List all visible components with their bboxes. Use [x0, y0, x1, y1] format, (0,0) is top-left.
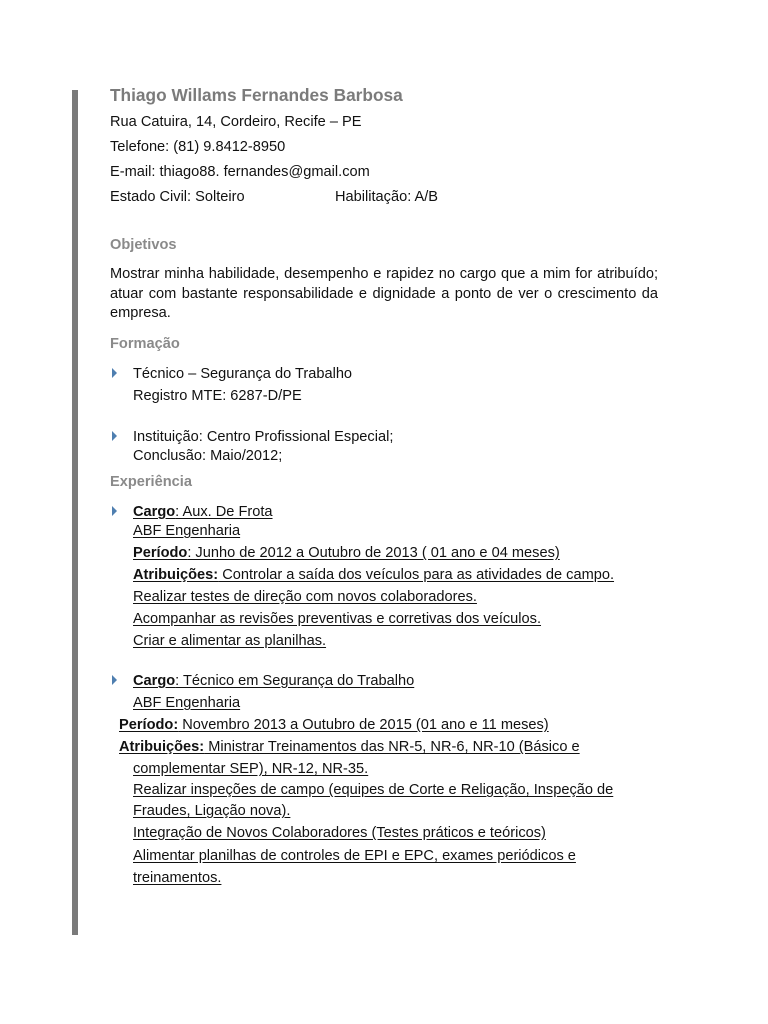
job-company: ABF Engenharia — [133, 695, 241, 711]
formacao-course: Técnico – Segurança do Trabalho — [133, 366, 353, 382]
job-duties: Atribuições: Ministrar Treinamentos das NR-5, NR-6, NR-10 (Básico e — [119, 739, 580, 755]
formacao-conclusion: Conclusão: Maio/2012; — [133, 448, 283, 464]
job-duty-line: Acompanhar as revisões preventivas e corretivas dos veículos. — [133, 611, 542, 627]
left-accent-bar — [72, 90, 78, 935]
candidate-name: Thiago Willams Fernandes Barbosa — [110, 85, 403, 105]
bullet-arrow-icon — [112, 506, 117, 516]
bullet-arrow-icon — [112, 675, 117, 685]
email: E-mail: thiago88. fernandes@gmail.com — [110, 164, 370, 180]
job-title: Cargo: Aux. De Frota — [133, 504, 273, 520]
objetivos-text: Mostrar minha habilidade, desempenho e rapidez no cargo que a mim for atribuído; atuar com bastante responsabilidade e dignidade a ponto de ver o crescimento da empresa. — [110, 266, 658, 321]
bullet-arrow-icon — [112, 368, 117, 378]
job-company: ABF Engenharia — [133, 523, 241, 539]
formacao-registry: Registro MTE: 6287-D/PE — [133, 388, 302, 404]
section-title-objetivos: Objetivos — [110, 237, 177, 253]
job-title: Cargo: Técnico em Segurança do Trabalho — [133, 673, 415, 689]
address: Rua Catuira, 14, Cordeiro, Recife – PE — [110, 114, 362, 130]
job-duty-line: Integração de Novos Colaboradores (Testes práticos e teóricos) — [133, 825, 546, 841]
job-duty-line: Fraudes, Ligação nova). — [133, 803, 291, 819]
job-duty-line: Criar e alimentar as planilhas. — [133, 633, 327, 649]
job-duty-line: Realizar testes de direção com novos colaboradores. — [133, 589, 477, 605]
job-duty-line: Realizar inspeções de campo (equipes de Corte e Religação, Inspeção de — [133, 782, 614, 798]
driver-license: Habilitação: A/B — [335, 189, 439, 205]
job-duty-line: treinamentos. — [133, 870, 222, 886]
job-period: Período: Novembro 2013 a Outubro de 2015 (01 ano e 11 meses) — [119, 717, 549, 733]
formacao-institution: Instituição: Centro Profissional Especial; — [133, 429, 394, 445]
job-period: Período: Junho de 2012 a Outubro de 2013 ( 01 ano e 04 meses) — [133, 545, 560, 561]
section-title-formacao: Formação — [110, 336, 180, 352]
job-duty-line: complementar SEP), NR-12, NR-35. — [133, 761, 369, 777]
section-title-experiencia: Experiência — [110, 474, 192, 490]
job-duty-line: Alimentar planilhas de controles de EPI e EPC, exames periódicos e — [133, 848, 576, 864]
bullet-arrow-icon — [112, 431, 117, 441]
phone: Telefone: (81) 9.8412-8950 — [110, 139, 286, 155]
job-duties: Atribuições: Controlar a saída dos veículos para as atividades de campo. — [133, 567, 615, 583]
marital-status: Estado Civil: Solteiro — [110, 189, 245, 205]
